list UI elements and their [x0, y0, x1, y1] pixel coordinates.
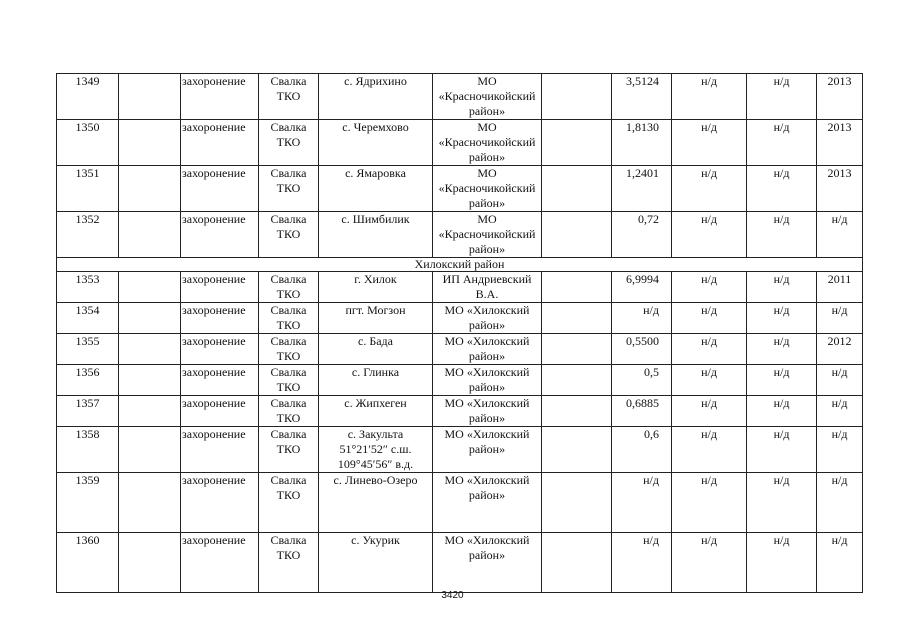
cell-operation-type: захоронение — [181, 74, 259, 120]
table-row — [57, 212, 863, 258]
cell-number: 1350 — [57, 120, 119, 166]
cell-empty — [542, 533, 612, 593]
cell-area: н/д — [612, 533, 672, 593]
cell-year: 2013 — [817, 120, 863, 166]
table-row — [57, 272, 863, 303]
cell-value-1: н/д — [672, 334, 747, 365]
cell-empty — [542, 303, 612, 334]
cell-value-2: н/д — [747, 427, 817, 473]
registry-table — [56, 73, 863, 593]
cell-empty — [542, 166, 612, 212]
cell-empty — [119, 272, 181, 303]
cell-owner: МО «Красночикойский район» — [433, 120, 542, 166]
cell-empty — [542, 272, 612, 303]
cell-year: н/д — [817, 473, 863, 533]
cell-year: н/д — [817, 533, 863, 593]
cell-empty — [119, 74, 181, 120]
cell-locality: г. Хилок — [319, 272, 433, 303]
cell-value-2: н/д — [747, 74, 817, 120]
cell-owner: МО «Красночикойский район» — [433, 74, 542, 120]
table-row — [57, 533, 863, 593]
cell-object: Свалка ТКО — [259, 166, 319, 212]
cell-number: 1359 — [57, 473, 119, 533]
cell-owner: МО «Хилокский район» — [433, 473, 542, 533]
cell-owner: МО «Хилокский район» — [433, 365, 542, 396]
cell-number: 1355 — [57, 334, 119, 365]
cell-empty — [542, 212, 612, 258]
cell-locality: с. Линево-Озеро — [319, 473, 433, 533]
cell-number: 1356 — [57, 365, 119, 396]
page-number: 3420 — [441, 590, 464, 601]
cell-value-1: н/д — [672, 166, 747, 212]
cell-value-2: н/д — [747, 473, 817, 533]
cell-empty — [119, 473, 181, 533]
cell-operation-type: захоронение — [181, 166, 259, 212]
cell-operation-type: захоронение — [181, 212, 259, 258]
cell-locality: с. Глинка — [319, 365, 433, 396]
cell-value-2: н/д — [747, 303, 817, 334]
cell-owner: МО «Хилокский район» — [433, 427, 542, 473]
cell-area: 6,9994 — [612, 272, 672, 303]
cell-empty — [119, 303, 181, 334]
cell-area: 0,6885 — [612, 396, 672, 427]
cell-area: 0,5500 — [612, 334, 672, 365]
cell-locality: с. Закульта 51°21′52″ с.ш. 109°45′56″ в.д. — [319, 427, 433, 473]
table-body-top — [57, 74, 863, 258]
cell-value-1: н/д — [672, 396, 747, 427]
cell-operation-type: захоронение — [181, 334, 259, 365]
cell-area: 0,72 — [612, 212, 672, 258]
cell-operation-type: захоронение — [181, 396, 259, 427]
cell-number: 1349 — [57, 74, 119, 120]
cell-operation-type: захоронение — [181, 120, 259, 166]
cell-locality: с. Шимбилик — [319, 212, 433, 258]
cell-locality: с. Ядрихино — [319, 74, 433, 120]
table-body-bottom — [57, 272, 863, 593]
cell-value-2: н/д — [747, 396, 817, 427]
cell-value-2: н/д — [747, 120, 817, 166]
cell-empty — [119, 365, 181, 396]
table-row — [57, 473, 863, 533]
cell-operation-type: захоронение — [181, 303, 259, 334]
cell-number: 1357 — [57, 396, 119, 427]
section-row — [57, 258, 863, 272]
cell-empty — [542, 396, 612, 427]
cell-operation-type: захоронение — [181, 272, 259, 303]
cell-value-1: н/д — [672, 533, 747, 593]
cell-value-2: н/д — [747, 166, 817, 212]
cell-value-1: н/д — [672, 74, 747, 120]
cell-object: Свалка ТКО — [259, 365, 319, 396]
table-row — [57, 365, 863, 396]
cell-empty — [542, 120, 612, 166]
cell-empty — [119, 212, 181, 258]
cell-year: н/д — [817, 365, 863, 396]
cell-value-2: н/д — [747, 272, 817, 303]
cell-value-1: н/д — [672, 272, 747, 303]
cell-empty — [542, 334, 612, 365]
cell-empty — [542, 74, 612, 120]
section-title: Хилокский район — [57, 258, 863, 272]
cell-owner: МО «Хилокский район» — [433, 334, 542, 365]
cell-owner: МО «Красночикойский район» — [433, 212, 542, 258]
cell-object: Свалка ТКО — [259, 272, 319, 303]
cell-value-1: н/д — [672, 303, 747, 334]
table-body-section — [57, 258, 863, 272]
cell-object: Свалка ТКО — [259, 334, 319, 365]
cell-object: Свалка ТКО — [259, 74, 319, 120]
cell-locality: пгт. Могзон — [319, 303, 433, 334]
cell-year: н/д — [817, 396, 863, 427]
table-row — [57, 396, 863, 427]
table-row — [57, 120, 863, 166]
cell-area: 1,8130 — [612, 120, 672, 166]
cell-owner: ИП Андриевский В.А. — [433, 272, 542, 303]
cell-year: н/д — [817, 212, 863, 258]
cell-owner: МО «Хилокский район» — [433, 303, 542, 334]
cell-value-2: н/д — [747, 365, 817, 396]
cell-operation-type: захоронение — [181, 427, 259, 473]
cell-area: н/д — [612, 473, 672, 533]
cell-year: 2013 — [817, 166, 863, 212]
cell-year: 2011 — [817, 272, 863, 303]
cell-value-2: н/д — [747, 212, 817, 258]
cell-object: Свалка ТКО — [259, 396, 319, 427]
cell-object: Свалка ТКО — [259, 427, 319, 473]
cell-area: 3,5124 — [612, 74, 672, 120]
cell-number: 1351 — [57, 166, 119, 212]
cell-value-2: н/д — [747, 334, 817, 365]
cell-object: Свалка ТКО — [259, 212, 319, 258]
cell-number: 1354 — [57, 303, 119, 334]
cell-empty — [542, 473, 612, 533]
cell-year: н/д — [817, 303, 863, 334]
table-row — [57, 74, 863, 120]
cell-locality: с. Черемхово — [319, 120, 433, 166]
table-row — [57, 166, 863, 212]
cell-empty — [119, 533, 181, 593]
cell-number: 1353 — [57, 272, 119, 303]
cell-number: 1360 — [57, 533, 119, 593]
cell-year: н/д — [817, 427, 863, 473]
table-row — [57, 303, 863, 334]
cell-object: Свалка ТКО — [259, 120, 319, 166]
cell-owner: МО «Хилокский район» — [433, 396, 542, 427]
cell-year: 2012 — [817, 334, 863, 365]
cell-empty — [119, 334, 181, 365]
cell-area: 0,5 — [612, 365, 672, 396]
cell-area: 0,6 — [612, 427, 672, 473]
cell-empty — [119, 427, 181, 473]
cell-locality: с. Жипхеген — [319, 396, 433, 427]
cell-value-1: н/д — [672, 120, 747, 166]
cell-area: н/д — [612, 303, 672, 334]
cell-locality: с. Ямаровка — [319, 166, 433, 212]
cell-empty — [119, 396, 181, 427]
cell-value-1: н/д — [672, 365, 747, 396]
cell-value-1: н/д — [672, 212, 747, 258]
cell-number: 1358 — [57, 427, 119, 473]
cell-value-1: н/д — [672, 427, 747, 473]
cell-empty — [542, 427, 612, 473]
cell-value-1: н/д — [672, 473, 747, 533]
cell-number: 1352 — [57, 212, 119, 258]
cell-empty — [119, 120, 181, 166]
cell-locality: с. Бада — [319, 334, 433, 365]
cell-object: Свалка ТКО — [259, 533, 319, 593]
cell-owner: МО «Хилокский район» — [433, 533, 542, 593]
cell-value-2: н/д — [747, 533, 817, 593]
cell-owner: МО «Красночикойский район» — [433, 166, 542, 212]
cell-area: 1,2401 — [612, 166, 672, 212]
cell-empty — [119, 166, 181, 212]
cell-operation-type: захоронение — [181, 365, 259, 396]
cell-locality: с. Укурик — [319, 533, 433, 593]
cell-operation-type: захоронение — [181, 533, 259, 593]
table-row — [57, 427, 863, 473]
cell-empty — [542, 365, 612, 396]
cell-year: 2013 — [817, 74, 863, 120]
cell-operation-type: захоронение — [181, 473, 259, 533]
table-row — [57, 334, 863, 365]
cell-object: Свалка ТКО — [259, 303, 319, 334]
cell-object: Свалка ТКО — [259, 473, 319, 533]
